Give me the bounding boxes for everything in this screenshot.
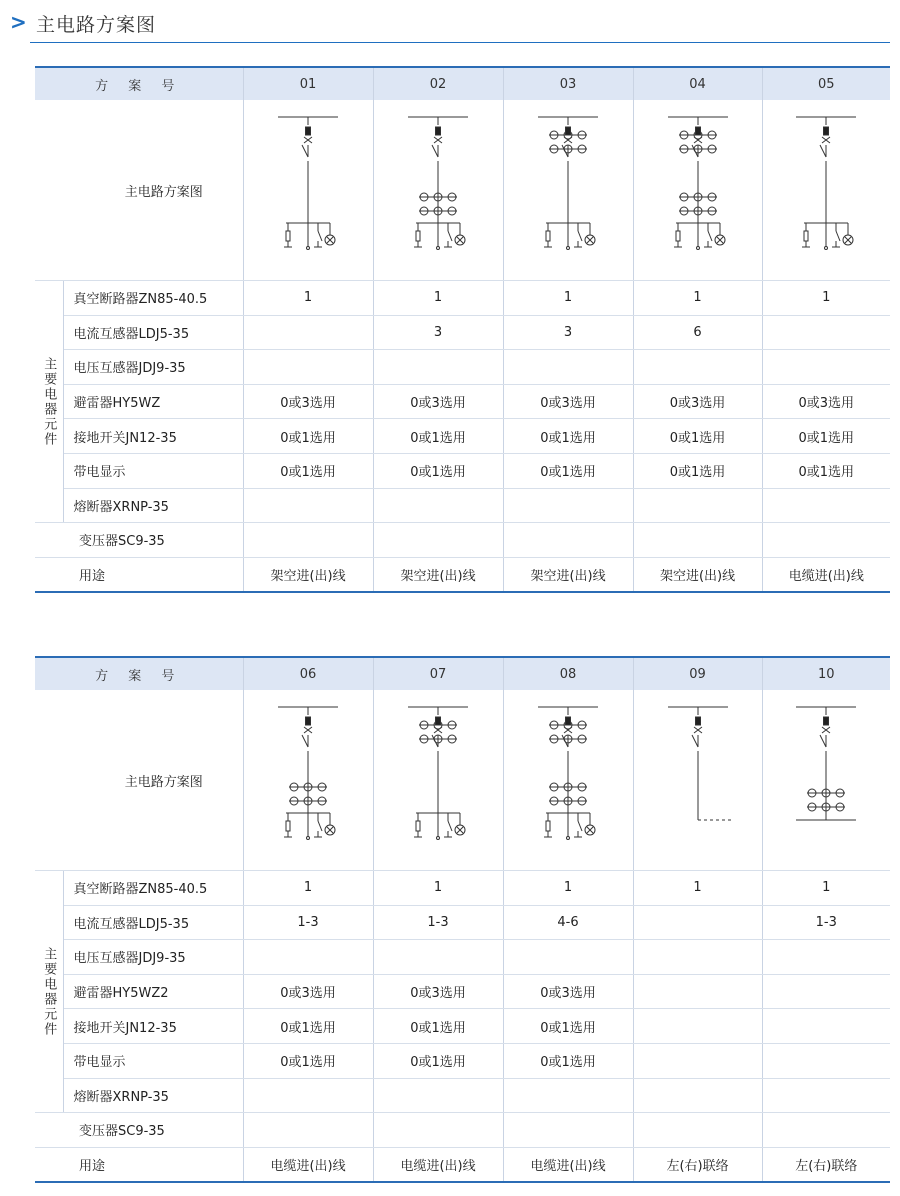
schematic-drawing	[638, 695, 758, 865]
scheme-number-label: 方 案 号	[35, 657, 243, 690]
row-label: 避雷器HY5WZ2	[63, 974, 243, 1009]
table-row	[35, 1043, 890, 1078]
cell	[633, 905, 762, 940]
table-row	[35, 523, 890, 558]
cell: 1	[762, 871, 890, 906]
cell: 0或1选用	[503, 419, 633, 454]
table-row	[35, 1147, 890, 1182]
cell	[243, 940, 373, 975]
group-label: 主要电器元件	[35, 281, 63, 523]
cell: 0或1选用	[373, 1009, 503, 1044]
diagram-label: 主电路方案图	[35, 100, 243, 281]
cell: 0或1选用	[633, 453, 762, 488]
cell: 电缆进(出)线	[503, 1147, 633, 1182]
circuit-diagram	[243, 690, 373, 871]
table-row	[35, 419, 890, 454]
cell: 0或1选用	[373, 1043, 503, 1078]
cell: 0或1选用	[762, 453, 890, 488]
cell: 3	[373, 315, 503, 350]
cell	[503, 488, 633, 523]
cell	[762, 1043, 890, 1078]
row-label: 电压互感器JDJ9-35	[63, 940, 243, 975]
schematic-drawing	[638, 105, 758, 275]
cell	[243, 523, 373, 558]
cell	[762, 523, 890, 558]
scheme-number: 08	[503, 657, 633, 690]
scheme-number: 07	[373, 657, 503, 690]
scheme-number: 09	[633, 657, 762, 690]
circuit-diagram	[633, 100, 762, 281]
cell: 架空进(出)线	[503, 557, 633, 592]
cell	[373, 523, 503, 558]
cell	[633, 940, 762, 975]
cell: 1-3	[243, 905, 373, 940]
cell	[633, 1043, 762, 1078]
schematic-drawing	[248, 105, 368, 275]
table-row	[35, 974, 890, 1009]
cell: 0或1选用	[243, 453, 373, 488]
table-row	[35, 871, 890, 906]
row-label: 电流互感器LDJ5-35	[63, 315, 243, 350]
cell: 0或1选用	[762, 419, 890, 454]
row-label: 变压器SC9-35	[35, 1113, 243, 1148]
table-row	[35, 384, 890, 419]
cell	[243, 315, 373, 350]
cell: 电缆进(出)线	[762, 557, 890, 592]
table-row	[35, 315, 890, 350]
cell	[762, 974, 890, 1009]
scheme-number: 10	[762, 657, 890, 690]
cell: 0或3选用	[762, 384, 890, 419]
scheme-number: 03	[503, 67, 633, 100]
cell: 架空进(出)线	[243, 557, 373, 592]
cell: 6	[633, 315, 762, 350]
cell	[243, 488, 373, 523]
cell: 0或3选用	[633, 384, 762, 419]
scheme-number: 06	[243, 657, 373, 690]
cell: 4-6	[503, 905, 633, 940]
cell: 架空进(出)线	[633, 557, 762, 592]
row-label: 接地开关JN12-35	[63, 419, 243, 454]
row-label: 用途	[35, 557, 243, 592]
header-divider	[30, 42, 890, 43]
cell	[243, 1113, 373, 1148]
schematic-drawing	[378, 105, 498, 275]
cell: 1	[503, 871, 633, 906]
row-label: 带电显示	[63, 453, 243, 488]
row-label: 带电显示	[63, 1043, 243, 1078]
scheme-table-1	[35, 66, 890, 593]
circuit-diagram	[503, 690, 633, 871]
scheme-number-label: 方 案 号	[35, 67, 243, 100]
cell	[503, 350, 633, 385]
row-label: 电流互感器LDJ5-35	[63, 905, 243, 940]
cell: 0或3选用	[373, 384, 503, 419]
table-header-row	[35, 67, 890, 100]
cell	[762, 1009, 890, 1044]
cell	[633, 1009, 762, 1044]
cell: 1	[633, 871, 762, 906]
circuit-diagram	[633, 690, 762, 871]
cell: 左(右)联络	[762, 1147, 890, 1182]
row-label: 真空断路器ZN85-40.5	[63, 871, 243, 906]
circuit-diagram	[243, 100, 373, 281]
table-row	[35, 350, 890, 385]
cell	[243, 350, 373, 385]
circuit-diagram	[762, 100, 890, 281]
cell: 1-3	[762, 905, 890, 940]
cell: 1	[243, 871, 373, 906]
cell	[762, 350, 890, 385]
row-label: 避雷器HY5WZ	[63, 384, 243, 419]
cell: 3	[503, 315, 633, 350]
chevron-right-icon: >	[10, 10, 27, 34]
cell: 0或3选用	[243, 384, 373, 419]
table-row	[35, 1009, 890, 1044]
circuit-diagram	[503, 100, 633, 281]
schematic-drawing	[766, 695, 886, 865]
cell: 0或3选用	[373, 974, 503, 1009]
cell	[762, 315, 890, 350]
circuit-diagram	[762, 690, 890, 871]
cell: 1-3	[373, 905, 503, 940]
cell: 架空进(出)线	[373, 557, 503, 592]
cell	[633, 1078, 762, 1113]
cell: 0或1选用	[503, 453, 633, 488]
cell: 0或3选用	[503, 384, 633, 419]
section-header	[10, 8, 890, 40]
circuit-diagram	[373, 100, 503, 281]
cell	[503, 1078, 633, 1113]
scheme-number: 05	[762, 67, 890, 100]
scheme-number: 02	[373, 67, 503, 100]
cell: 1	[373, 281, 503, 316]
cell: 0或3选用	[243, 974, 373, 1009]
cell	[373, 1078, 503, 1113]
row-label: 真空断路器ZN85-40.5	[63, 281, 243, 316]
cell: 1	[633, 281, 762, 316]
schematic-drawing	[766, 105, 886, 275]
row-label: 接地开关JN12-35	[63, 1009, 243, 1044]
cell	[633, 523, 762, 558]
row-label: 变压器SC9-35	[35, 523, 243, 558]
cell: 1	[243, 281, 373, 316]
cell: 0或1选用	[373, 419, 503, 454]
table-row	[35, 488, 890, 523]
table-row	[35, 1113, 890, 1148]
row-label: 电压互感器JDJ9-35	[63, 350, 243, 385]
table-header-row	[35, 657, 890, 690]
cell: 0或1选用	[633, 419, 762, 454]
cell	[373, 488, 503, 523]
cell: 1	[503, 281, 633, 316]
cell: 0或1选用	[243, 1043, 373, 1078]
cell: 左(右)联络	[633, 1147, 762, 1182]
cell	[633, 350, 762, 385]
table-row	[35, 1078, 890, 1113]
cell: 1	[762, 281, 890, 316]
row-label: 熔断器XRNP-35	[63, 488, 243, 523]
row-label: 熔断器XRNP-35	[63, 1078, 243, 1113]
cell: 0或1选用	[503, 1043, 633, 1078]
cell: 电缆进(出)线	[373, 1147, 503, 1182]
cell	[762, 1113, 890, 1148]
cell	[762, 940, 890, 975]
cell: 0或1选用	[243, 1009, 373, 1044]
diagram-row	[35, 690, 890, 871]
cell	[373, 940, 503, 975]
schematic-drawing	[508, 695, 628, 865]
scheme-table-2	[35, 656, 890, 1183]
cell	[633, 1113, 762, 1148]
circuit-diagram	[373, 690, 503, 871]
table-row	[35, 281, 890, 316]
cell	[762, 1078, 890, 1113]
cell: 电缆进(出)线	[243, 1147, 373, 1182]
group-label: 主要电器元件	[35, 871, 63, 1113]
cell	[633, 974, 762, 1009]
cell	[762, 488, 890, 523]
section-title: 主电路方案图	[36, 14, 157, 36]
cell	[373, 350, 503, 385]
cell: 0或1选用	[373, 453, 503, 488]
scheme-number: 04	[633, 67, 762, 100]
cell	[633, 488, 762, 523]
table-row	[35, 940, 890, 975]
schematic-drawing	[508, 105, 628, 275]
table-row	[35, 905, 890, 940]
diagram-row	[35, 100, 890, 281]
cell	[243, 1078, 373, 1113]
row-label: 用途	[35, 1147, 243, 1182]
cell	[373, 1113, 503, 1148]
scheme-number: 01	[243, 67, 373, 100]
table-row	[35, 557, 890, 592]
schematic-drawing	[248, 695, 368, 865]
diagram-label: 主电路方案图	[35, 690, 243, 871]
table-row	[35, 453, 890, 488]
cell	[503, 940, 633, 975]
cell	[503, 523, 633, 558]
schematic-drawing	[378, 695, 498, 865]
cell: 0或1选用	[243, 419, 373, 454]
cell	[503, 1113, 633, 1148]
cell: 0或1选用	[503, 1009, 633, 1044]
cell: 0或3选用	[503, 974, 633, 1009]
cell: 1	[373, 871, 503, 906]
